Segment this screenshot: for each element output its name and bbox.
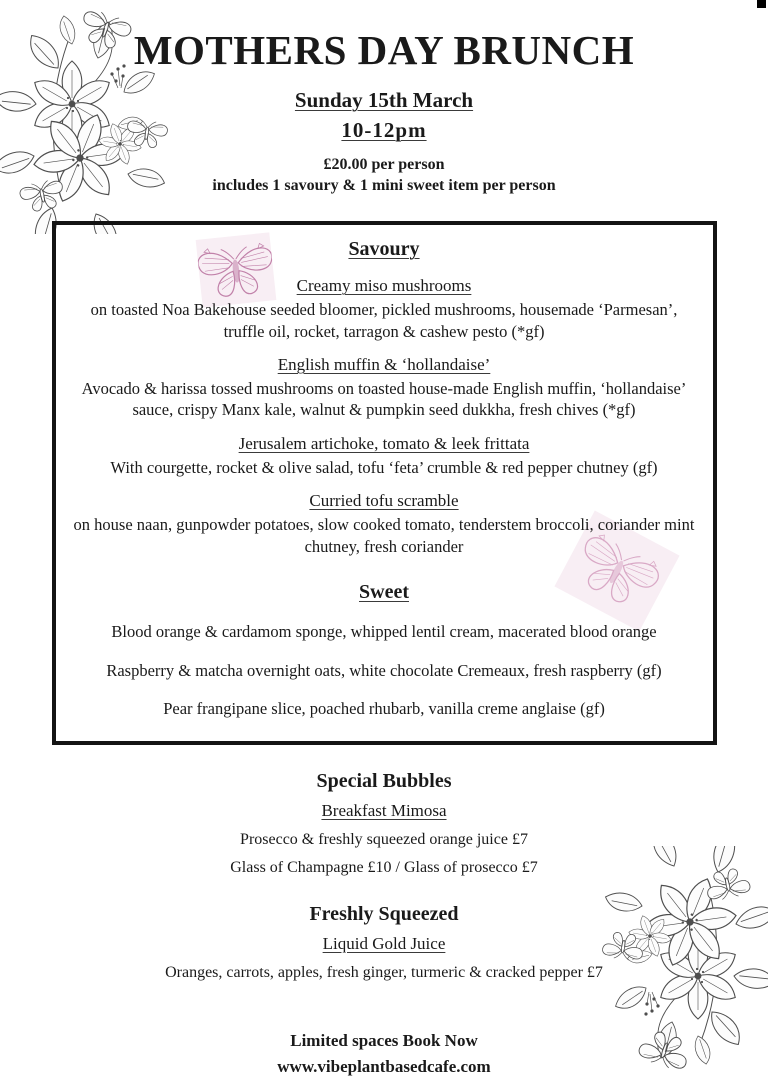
menu-item [72, 434, 697, 478]
item-description: on house naan, gunpowder potatoes, slow cooked tomato, tenderstem broccoli, coriander mint chutney, fresh coriander [73, 515, 695, 556]
corner-mark [757, 0, 766, 8]
sweet-heading: Sweet [359, 581, 409, 604]
website-url: www.vibeplantbasedcafe.com [277, 1057, 491, 1077]
sweet-item: Blood orange & cardamom sponge, whipped lentil cream, macerated blood orange [111, 622, 657, 642]
special-bubbles-section [0, 770, 768, 877]
liquid-gold-subheading: Liquid Gold Juice [322, 934, 446, 954]
booking-note: Limited spaces Book Now [290, 1031, 478, 1051]
page-title: MOTHERS DAY BRUNCH [133, 27, 635, 73]
event-time: 10-12pm [341, 118, 427, 143]
juice-ingredients-line: Oranges, carrots, apples, fresh ginger, turmeric & cracked pepper £7 [165, 964, 603, 982]
sweet-item: Raspberry & matcha overnight oats, white chocolate Cremeaux, fresh raspberry (gf) [106, 660, 662, 680]
price-line: £20.00 per person [323, 156, 445, 174]
footer [0, 1028, 768, 1081]
item-description: With courgette, rocket & olive salad, tofu ‘feta’ crumble & red pepper chutney (gf) [110, 457, 658, 477]
menu-item [72, 355, 697, 421]
includes-line: includes 1 savoury & 1 mini sweet item per person [212, 177, 556, 195]
sweet-item: Pear frangipane slice, poached rhubarb, vanilla creme anglaise (gf) [163, 699, 605, 719]
event-date: Sunday 15th March [294, 88, 474, 113]
menu-item [72, 276, 697, 342]
item-name: English muffin & ‘hollandaise’ [277, 354, 491, 374]
mimosa-line: Prosecco & freshly squeezed orange juice £7 [240, 831, 528, 849]
savoury-heading: Savoury [348, 238, 420, 261]
breakfast-mimosa-subheading: Breakfast Mimosa [321, 801, 447, 821]
freshly-squeezed-section [0, 903, 768, 982]
freshly-squeezed-heading: Freshly Squeezed [309, 903, 459, 926]
menu-item [72, 491, 697, 557]
item-name: Curried tofu scramble [309, 491, 459, 511]
special-bubbles-heading: Special Bubbles [316, 770, 452, 793]
item-description: on toasted Noa Bakehouse seeded bloomer, pickled mushrooms, housemade ‘Parmesan’, truffle oil, rocket, tarragon & cashew pesto (*gf) [90, 300, 678, 341]
item-name: Creamy miso mushrooms [296, 276, 472, 296]
header [0, 0, 768, 195]
champagne-line: Glass of Champagne £10 / Glass of prosecco £7 [230, 859, 538, 877]
item-name: Jerusalem artichoke, tomato & leek frittata [238, 433, 530, 453]
item-description: Avocado & harissa tossed mushrooms on toasted house-made English muffin, ‘hollandaise’ sauce, crispy Manx kale, walnut & pumpkin seed dukkha, fresh chives (*gf) [81, 378, 687, 420]
menu-box [52, 221, 717, 745]
